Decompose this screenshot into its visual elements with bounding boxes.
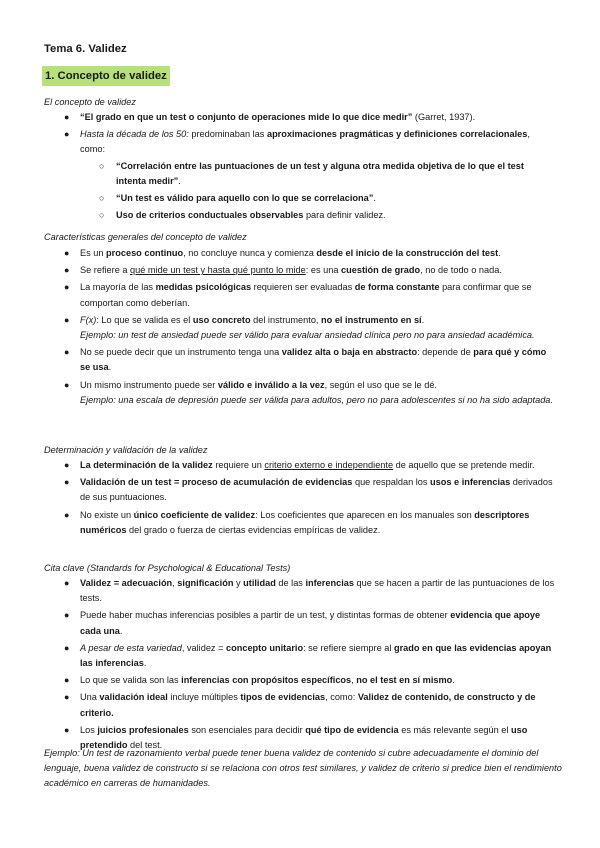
- list-item: ● No se puede decir que un instrumento tenga una validez alta o baja en abstracto: depende de para qué y cómo se usa.: [64, 347, 547, 373]
- subsection-title-determinacion: Determinación y validación de la validez: [44, 445, 208, 455]
- determinacion-list: [0, 458, 600, 540]
- bullet-icon: ●: [64, 692, 70, 703]
- bullet-icon: ●: [64, 248, 70, 258]
- bullet-icon: ●: [64, 460, 70, 470]
- bullet-icon: ●: [64, 265, 70, 276]
- circle-bullet-icon: ○: [99, 210, 105, 221]
- concepto-sublist: [80, 159, 556, 224]
- example-text: Ejemplo: una escala de depresión puede ser válida para adultos, pero no para adolescentes si no ha sido adaptada.: [80, 394, 553, 405]
- bullet-icon: ●: [64, 610, 70, 621]
- circle-bullet-icon: ○: [99, 193, 105, 204]
- bullet-icon: ●: [64, 129, 70, 140]
- list-item: ● A pesar de esta variedad, validez = concepto unitario: se refiere siempre al grado en que las evidencias apoyan las inferencias.: [64, 642, 552, 669]
- list-item: ● No existe un único coeficiente de validez: Los coeficientes que aparecen en los manuales son descriptores numéricos del grado o fuerza de ciertas evidencias empíricas de validez.: [64, 509, 530, 535]
- subsection-title-caracteristicas: Características generales del concepto de validez: [44, 232, 247, 242]
- bullet-icon: ●: [64, 675, 70, 686]
- list-item: ● Es un proceso continuo, no concluye nunca y comienza desde el inicio de la construcción del test.: [0, 246, 600, 261]
- cita-list: [0, 576, 600, 755]
- caracteristicas-list: [0, 246, 600, 410]
- list-item: ● Puede haber muchas inferencias posibles a partir de un test, y distintas formas de obtener evidencia que apoye cada una.: [64, 610, 541, 636]
- topic-title: Tema 6. Validez: [44, 43, 127, 55]
- example-text: Ejemplo: un test de ansiedad puede ser válido para evaluar ansiedad clínica pero no para ansiedad académica.: [80, 330, 535, 341]
- sublist-item: ○ “Un test es válido para aquello con lo que se correlaciona”.: [80, 191, 556, 206]
- subsection-title-cita: Cita clave (Standards for Psychological & Educational Tests): [44, 563, 291, 573]
- bullet-icon: ●: [64, 509, 70, 520]
- concepto-list: [0, 110, 600, 225]
- list-item: ● Validez = adecuación, significación y utilidad de las inferencias que se hacen a partir de las puntuaciones de los tests.: [64, 578, 555, 604]
- list-item: ● Un mismo instrumento puede ser válido e inválido a la vez, según el uso que se le dé. Ejemplo: una escala de depresión puede ser válida para adultos, pero no para adolescentes si no ha sido adaptada.: [64, 379, 553, 405]
- list-item: ● F(x): Lo que se valida es el uso concreto del instrumento, no el instrumento en sí. Ejemplo: un test de ansiedad puede ser válido para evaluar ansiedad clínica pero no para ansiedad académica.: [64, 314, 535, 341]
- list-item: ● La mayoría de las medidas psicológicas requieren ser evaluadas de forma constante para confirmar que se comportan como deberían.: [64, 282, 532, 308]
- bullet-icon: ●: [64, 314, 70, 325]
- bullet-icon: ●: [64, 724, 70, 735]
- list-item: ● Los juicios profesionales son esenciales para decidir qué tipo de evidencia es más relevante según el uso pretendido del test.: [64, 724, 528, 751]
- bullet-icon: ●: [64, 642, 70, 653]
- sublist-item: ○ “Correlación entre las puntuaciones de un test y alguna otra medida objetiva de lo que el test intenta medir”.: [99, 160, 524, 186]
- list-item: ● Validación de un test = proceso de acumulación de evidencias que respaldan los usos e inferencias derivados de sus puntuaciones.: [64, 477, 553, 503]
- circle-bullet-icon: ○: [99, 160, 105, 171]
- list-item: ● Una validación ideal incluye múltiples tipos de evidencias, como: Validez de contenido, de constructo y de criterio.: [64, 692, 536, 718]
- list-item: ● Hasta la década de los 50: predominaban las aproximaciones pragmáticas y definiciones correlacionales, como: ○ “Correlación entre las puntuaciones de un test y alguna otra medida objetiva de lo que el test intenta medir”. ○ “Un test es válido para aquello con lo que se correlaciona”. ○ Uso de criterios conductuales observables para definir validez.: [0, 127, 600, 223]
- bullet-icon: ●: [64, 477, 70, 488]
- bullet-icon: ●: [64, 578, 70, 588]
- bullet-icon: ●: [64, 282, 70, 293]
- list-item: ● Lo que se valida son las inferencias con propósitos específicos, no el test en sí mismo.: [0, 673, 600, 688]
- section-heading: 1. Concepto de validez: [42, 66, 170, 86]
- closing-example: Ejemplo: Un test de razonamiento verbal puede tener buena validez de contenido si cubre adecuadamente el dominio del lenguaje, buena validez de constructo si se relaciona con otros test similares, y validez de criterio si predice bien el rendimiento académico en carreras de humanidades.: [44, 748, 562, 789]
- list-item: ● “El grado en que un test o conjunto de operaciones mide lo que dice medir” (Garret, 1937).: [0, 110, 600, 125]
- list-item: ● La determinación de la validez requiere un criterio externo e independiente de aquello que se pretende medir.: [0, 458, 600, 473]
- bullet-icon: ●: [64, 347, 70, 358]
- subsection-title-concepto: El concepto de validez: [44, 97, 136, 107]
- bullet-icon: ●: [64, 112, 70, 122]
- sublist-item: ○ Uso de criterios conductuales observables para definir validez.: [80, 208, 556, 223]
- bullet-icon: ●: [64, 379, 70, 390]
- list-item: ● Se refiere a qué mide un test y hasta qué punto lo mide: es una cuestión de grado, no de todo o nada.: [0, 263, 600, 278]
